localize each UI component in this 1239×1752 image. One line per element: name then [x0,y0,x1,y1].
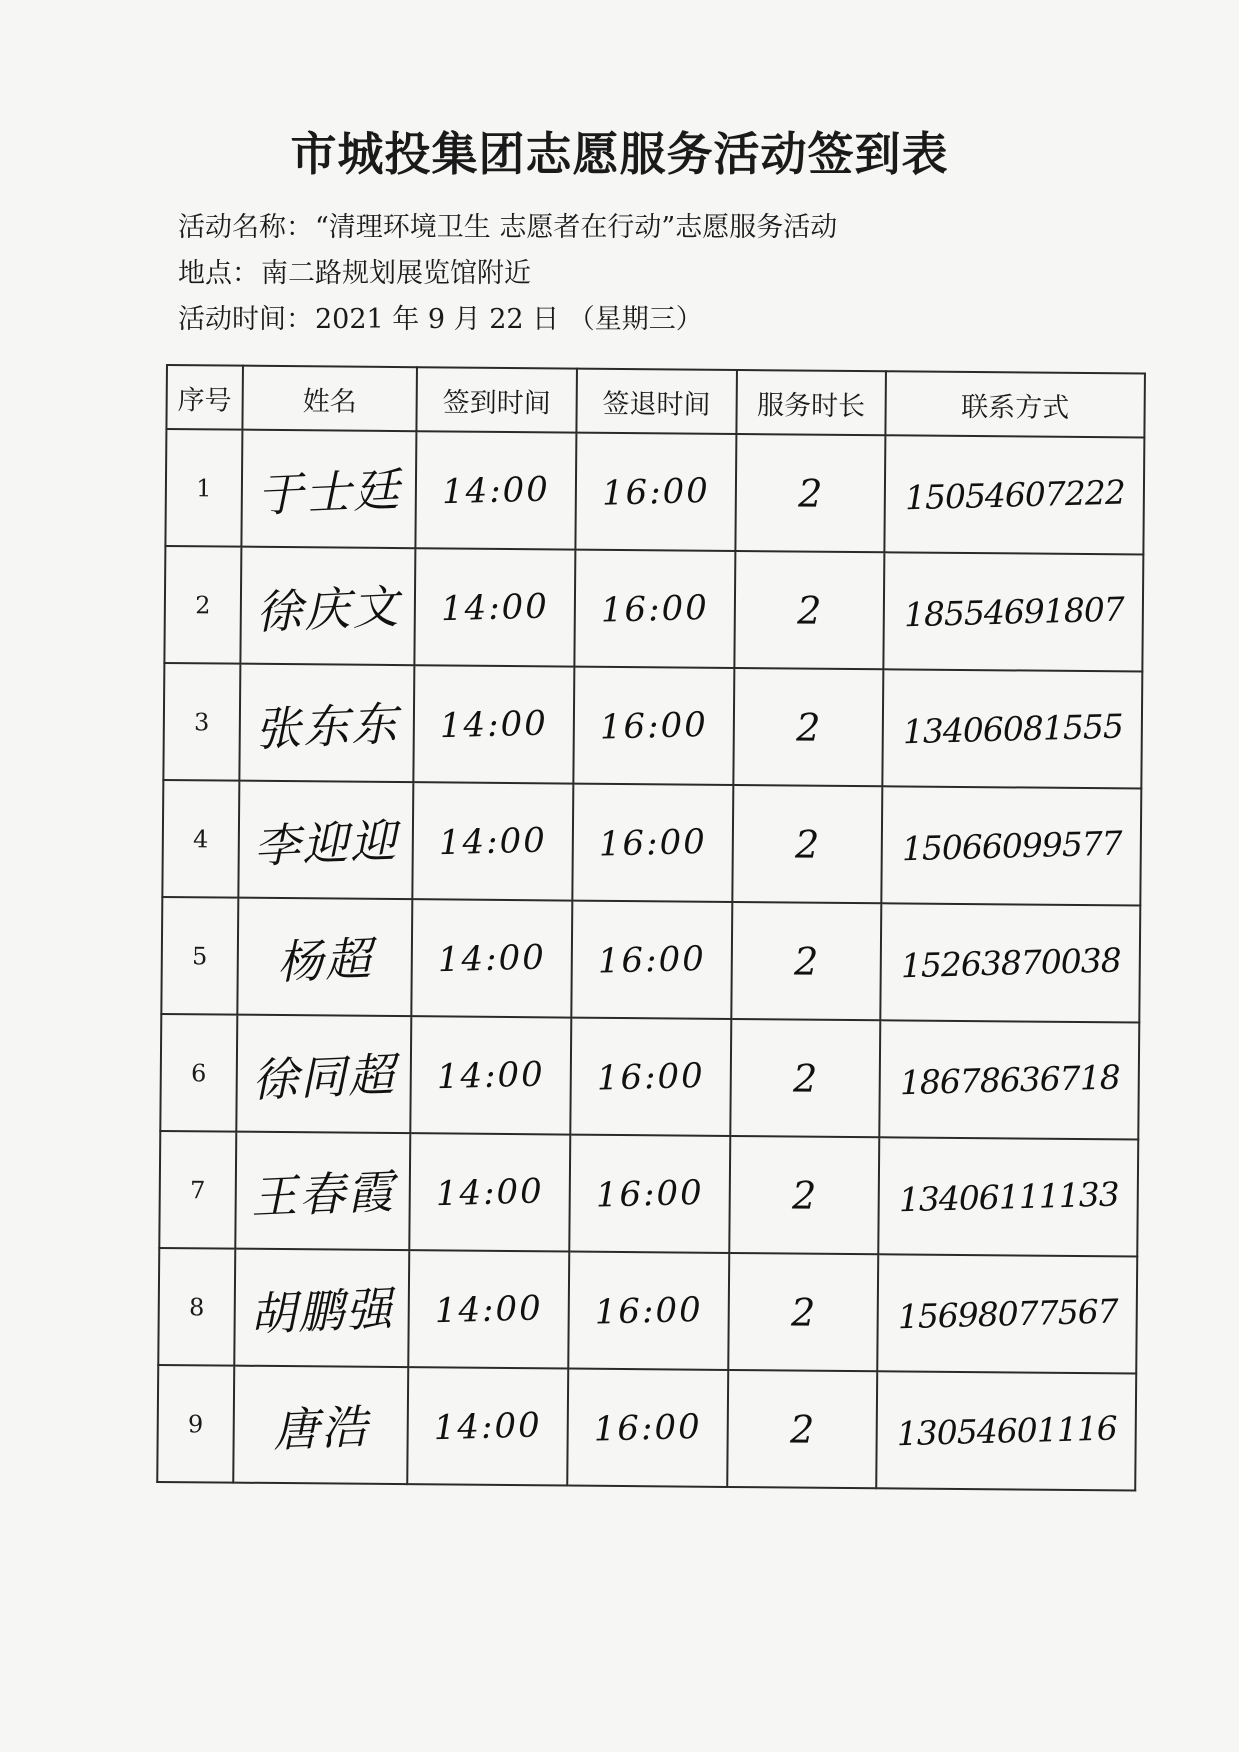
phone-number: 15263870038 [899,940,1121,986]
row-contact-cell [878,1137,1138,1256]
header-index: 序号 [166,365,242,430]
row-checkout-cell [575,433,736,551]
date-value: 2021 年 9 月 22 日 （星期三） [315,304,703,335]
phone-number: 13406081555 [901,706,1123,752]
signature: 杨超 [275,930,375,989]
activity-name-label: 活动名称： [178,212,313,243]
signature: 胡鹏强 [248,1280,395,1342]
table-row [160,1014,1139,1140]
checkout-time: 16:00 [601,470,711,514]
row-hours-cell [734,551,884,669]
row-contact-cell [884,552,1144,671]
row-checkin-cell [410,1016,571,1134]
row-checkin-cell [414,665,575,783]
row-contact-cell [879,1020,1139,1139]
table-row [159,1131,1138,1257]
row-index: 8 [158,1248,235,1366]
header-contact: 联系方式 [886,371,1145,437]
header-checkin-time: 签到时间 [417,367,577,432]
row-hours-cell [727,1370,877,1488]
checkout-time: 16:00 [596,1055,706,1099]
phone-number: 15054607222 [904,472,1125,518]
row-checkout-cell [571,901,732,1019]
checkout-time: 16:00 [595,1172,705,1216]
activity-name-line [178,212,837,244]
activity-name-value: “清理环境卫生 志愿者在行动”志愿服务活动 [315,212,838,243]
checkin-time: 14:00 [438,819,548,863]
checkin-time: 14:00 [437,936,547,980]
row-name-cell [233,1366,408,1485]
service-hours: 2 [791,1172,817,1218]
row-index: 6 [160,1014,237,1132]
signature: 徐庆文 [254,578,402,640]
row-checkin-cell [416,431,577,549]
row-checkin-cell [413,782,574,900]
header-checkout-time: 签退时间 [576,369,736,434]
row-index: 9 [157,1365,234,1483]
phone-number: 18678636718 [898,1057,1120,1103]
location-line [178,258,531,290]
row-hours-cell [735,434,885,552]
row-contact-cell [881,786,1141,905]
phone-number: 13406111133 [897,1174,1119,1220]
page-title: 市城投集团志愿服务活动签到表 [290,127,949,181]
row-contact-cell [876,1371,1136,1490]
location-label: 地点： [178,258,259,289]
row-contact-cell [880,903,1140,1022]
checkout-time: 16:00 [597,938,707,982]
row-checkout-cell [574,550,735,668]
row-checkin-cell [408,1250,569,1368]
row-name-cell [240,547,415,666]
row-checkout-cell [569,1135,730,1253]
phone-number: 15698077567 [896,1291,1118,1337]
table-row [161,897,1140,1023]
row-hours-cell [728,1253,878,1371]
table-row [157,1365,1136,1491]
phone-number: 13054601116 [895,1408,1117,1454]
row-index: 1 [165,429,242,547]
table-row [158,1248,1137,1374]
row-checkin-cell [412,899,573,1017]
date-line [178,304,703,336]
row-name-cell [238,781,413,900]
table-header-row [166,365,1145,438]
signature: 徐同超 [250,1046,398,1108]
service-hours: 2 [797,588,822,633]
checkin-time: 14:00 [436,1053,546,1097]
service-hours: 2 [789,1406,815,1452]
row-hours-cell [731,902,881,1020]
table-row [164,546,1143,672]
row-hours-cell [732,785,882,903]
row-index: 2 [164,546,241,664]
checkout-time: 16:00 [598,821,708,865]
row-name-cell [241,430,416,549]
row-index: 3 [163,663,240,781]
row-name-cell [236,1015,411,1134]
checkout-time: 16:00 [599,704,709,748]
row-checkout-cell [570,1018,731,1136]
row-contact-cell [882,669,1142,788]
checkin-time: 14:00 [440,585,550,629]
row-checkin-cell [415,548,576,666]
row-contact-cell [877,1254,1137,1373]
row-checkout-cell [567,1369,728,1487]
signature: 唐浩 [271,1398,370,1457]
service-hours: 2 [795,705,821,750]
row-name-cell [239,664,414,783]
checkin-time: 14:00 [434,1287,544,1331]
phone-number: 18554691807 [902,589,1124,635]
row-hours-cell [730,1019,880,1137]
checkout-time: 16:00 [593,1406,703,1450]
row-contact-cell [885,435,1145,554]
checkout-time: 16:00 [594,1289,704,1333]
row-hours-cell [729,1136,879,1254]
checkin-time: 14:00 [433,1404,543,1448]
service-hours: 2 [794,822,820,867]
row-index: 4 [162,780,239,898]
signature: 于士廷 [255,461,403,523]
table-row [165,429,1144,555]
row-checkin-cell [407,1367,568,1485]
header-name: 姓名 [242,366,417,432]
table-row [162,780,1141,906]
row-checkout-cell [572,784,733,902]
location-value: 南二路规划展览馆附近 [261,258,531,289]
service-hours: 2 [792,1056,818,1101]
checkin-time: 14:00 [435,1170,545,1214]
checkin-time: 14:00 [439,702,549,746]
signin-table [156,364,1146,1492]
service-hours: 2 [798,471,823,516]
row-checkout-cell [573,667,734,785]
service-hours: 2 [793,939,819,984]
row-checkout-cell [568,1252,729,1370]
row-checkin-cell [409,1133,570,1251]
signature: 李迎迎 [252,812,400,874]
checkin-time: 14:00 [441,468,551,512]
checkout-time: 16:00 [600,587,710,631]
header-service-hours: 服务时长 [736,370,886,435]
table-row [163,663,1142,789]
row-name-cell [237,898,412,1017]
signature: 张东东 [253,695,401,757]
row-name-cell [235,1132,410,1251]
row-index: 7 [159,1131,236,1249]
phone-number: 15066099577 [900,823,1122,869]
service-hours: 2 [790,1289,816,1335]
row-index: 5 [161,897,238,1015]
signature: 王春霞 [249,1163,397,1225]
date-label: 活动时间： [178,304,313,335]
row-name-cell [234,1249,409,1368]
row-hours-cell [733,668,883,786]
